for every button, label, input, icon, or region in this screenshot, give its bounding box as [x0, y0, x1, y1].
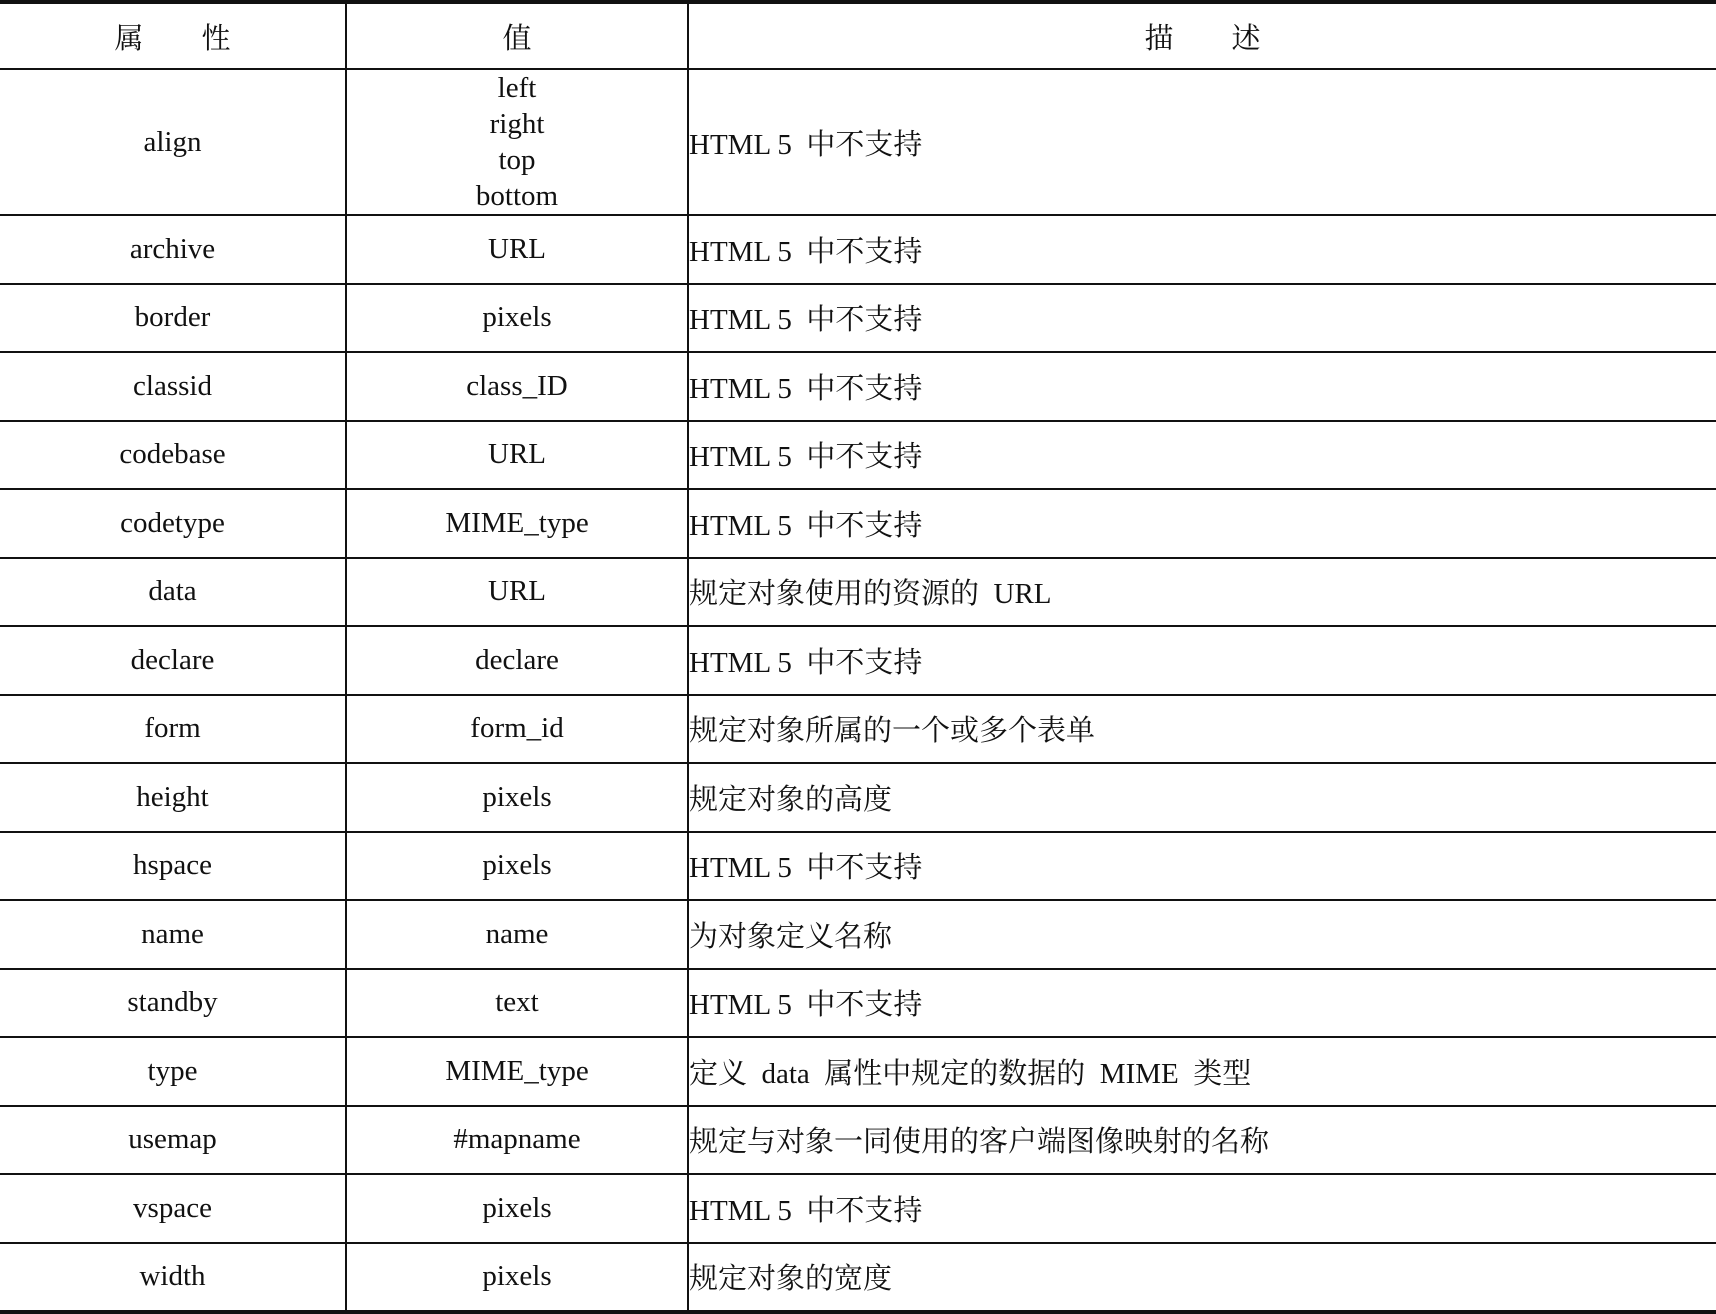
description-cell: 规定对象使用的资源的 URL	[688, 558, 1716, 627]
description-cell: 规定对象的宽度	[688, 1243, 1716, 1313]
header-description	[688, 2, 1716, 69]
header-attribute: 属 性	[0, 2, 346, 69]
description-cell: HTML 5 中不支持	[688, 352, 1716, 421]
table-row	[0, 215, 1716, 284]
description-cell: 规定与对象一同使用的客户端图像映射的名称	[688, 1106, 1716, 1175]
table-row	[0, 969, 1716, 1038]
table-row	[0, 421, 1716, 490]
table-row	[0, 69, 1716, 215]
value-cell: class_ID	[346, 352, 688, 421]
description-cell: HTML 5 中不支持	[688, 832, 1716, 901]
table-row	[0, 626, 1716, 695]
value-cell: text	[346, 969, 688, 1038]
attribute-cell: form	[0, 695, 346, 764]
value-cell: #mapname	[346, 1106, 688, 1175]
attribute-cell: usemap	[0, 1106, 346, 1175]
value-cell: name	[346, 900, 688, 969]
description-cell: 定义 data 属性中规定的数据的 MIME 类型	[688, 1037, 1716, 1106]
table-header-row	[0, 2, 1716, 69]
description-cell: 规定对象的高度	[688, 763, 1716, 832]
attribute-cell: border	[0, 284, 346, 353]
table-row	[0, 763, 1716, 832]
value-option: top	[498, 144, 536, 176]
attribute-cell: height	[0, 763, 346, 832]
value-option: right	[489, 108, 545, 140]
table-row	[0, 352, 1716, 421]
attribute-cell: codebase	[0, 421, 346, 490]
attribute-cell: declare	[0, 626, 346, 695]
value-cell: pixels	[346, 1243, 688, 1313]
table-row	[0, 1037, 1716, 1106]
description-cell: HTML 5 中不支持	[688, 1174, 1716, 1243]
value-cell: pixels	[346, 284, 688, 353]
description-cell: HTML 5 中不支持	[688, 284, 1716, 353]
table-row	[0, 558, 1716, 627]
table-row	[0, 900, 1716, 969]
attribute-cell: hspace	[0, 832, 346, 901]
attribute-cell: standby	[0, 969, 346, 1038]
description-cell: HTML 5 中不支持	[688, 69, 1716, 215]
attribute-cell: codetype	[0, 489, 346, 558]
attribute-cell: width	[0, 1243, 346, 1313]
value-cell: pixels	[346, 1174, 688, 1243]
description-cell: HTML 5 中不支持	[688, 421, 1716, 490]
description-cell: 为对象定义名称	[688, 900, 1716, 969]
description-cell: HTML 5 中不支持	[688, 215, 1716, 284]
value-cell: form_id	[346, 695, 688, 764]
description-cell: 规定对象所属的一个或多个表单	[688, 695, 1716, 764]
attribute-cell: classid	[0, 352, 346, 421]
value-cell: URL	[346, 558, 688, 627]
header-value: 值	[346, 2, 688, 69]
attribute-cell: name	[0, 900, 346, 969]
value-cell: URL	[346, 421, 688, 490]
value-cell: pixels	[346, 763, 688, 832]
value-cell: MIME_type	[346, 1037, 688, 1106]
table-row	[0, 1106, 1716, 1175]
table-row	[0, 695, 1716, 764]
header-description-label: 描 述	[1144, 22, 1261, 55]
description-cell: HTML 5 中不支持	[688, 489, 1716, 558]
value-cell: declare	[346, 626, 688, 695]
value-option: bottom	[475, 180, 559, 212]
value-option: left	[497, 72, 537, 104]
value-cell: pixels	[346, 832, 688, 901]
table-row	[0, 489, 1716, 558]
value-cell: URL	[346, 215, 688, 284]
value-cell: MIME_type	[346, 489, 688, 558]
table-row	[0, 1243, 1716, 1313]
table-row	[0, 832, 1716, 901]
attribute-cell: data	[0, 558, 346, 627]
table-row	[0, 284, 1716, 353]
attribute-cell: align	[0, 69, 346, 215]
value-cell	[346, 69, 688, 215]
description-cell: HTML 5 中不支持	[688, 626, 1716, 695]
attribute-cell: archive	[0, 215, 346, 284]
description-cell: HTML 5 中不支持	[688, 969, 1716, 1038]
attribute-cell: type	[0, 1037, 346, 1106]
table-row	[0, 1174, 1716, 1243]
attribute-cell: vspace	[0, 1174, 346, 1243]
